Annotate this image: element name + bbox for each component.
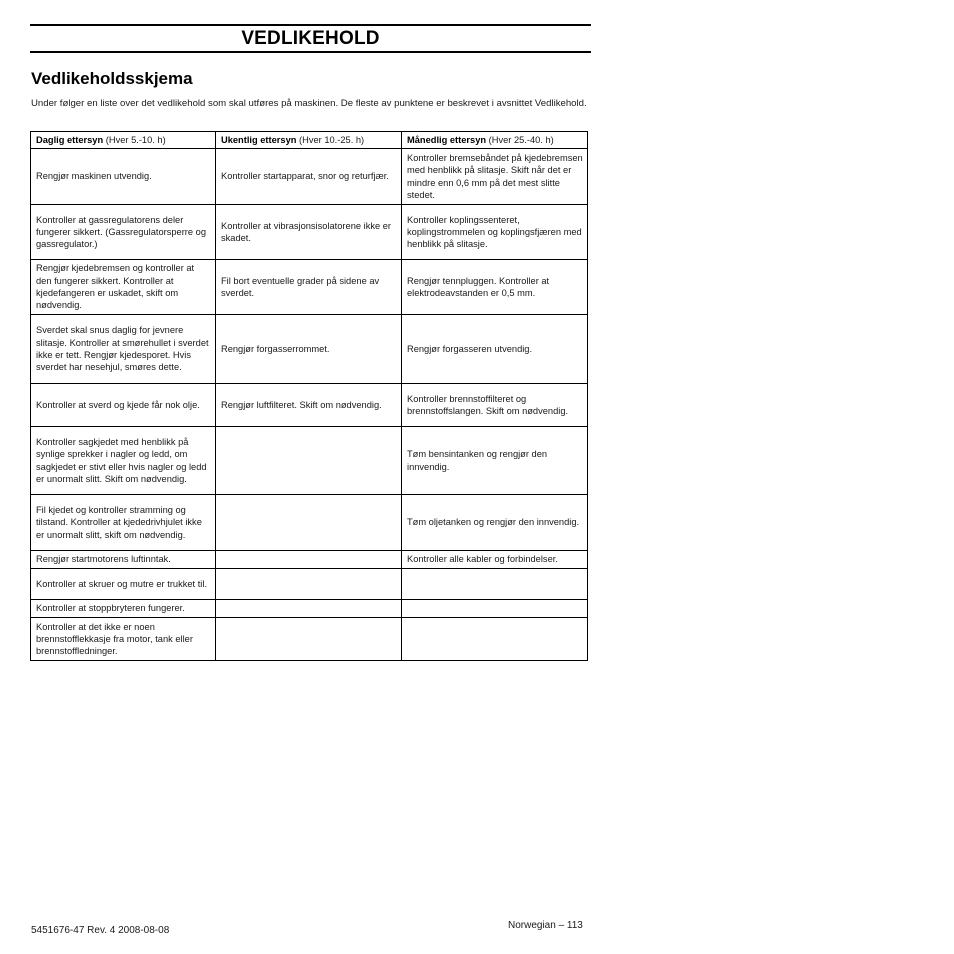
table-row bbox=[31, 427, 588, 495]
table-cell: Kontroller alle kabler og forbindelser. bbox=[402, 551, 588, 569]
table-cell: Kontroller brennstoffilteret og brennstoffslangen. Skift om nødvendig. bbox=[402, 384, 588, 427]
table-cell bbox=[402, 600, 588, 618]
maintenance-schedule-table bbox=[30, 131, 588, 661]
table-cell: Rengjør luftfilteret. Skift om nødvendig. bbox=[216, 384, 402, 427]
table-cell: Kontroller at sverd og kjede får nok olje. bbox=[31, 384, 216, 427]
table-cell bbox=[216, 569, 402, 600]
column-header-daily: Daglig ettersyn (Hver 5.-10. h) bbox=[31, 132, 216, 149]
table-cell bbox=[216, 495, 402, 551]
section-header bbox=[30, 24, 591, 53]
table-row bbox=[31, 551, 588, 569]
section-title: VEDLIKEHOLD bbox=[241, 27, 380, 49]
table-cell: Sverdet skal snus daglig for jevnere slitasje. Kontroller at smørehullet i sverdet ikke er tett. Rengjør kjedesporet. Hvis sverdet har nesehjul, smøres dette. bbox=[31, 315, 216, 384]
table-cell bbox=[402, 618, 588, 661]
page-title: Vedlikeholdsskjema bbox=[31, 69, 193, 88]
table-cell: Kontroller bremsebåndet på kjedebremsen med henblikk på slitasje. Skift når det er mindre enn 0,6 mm på det mest slitte stedet. bbox=[402, 149, 588, 205]
table-cell: Kontroller sagkjedet med henblikk på synlige sprekker i nagler og ledd, om sagkjedet er stivt eller hvis nagler og ledd er unormalt slitt. Skift om nødvendig. bbox=[31, 427, 216, 495]
table-cell: Kontroller startapparat, snor og returfjær. bbox=[216, 149, 402, 205]
table-cell: Kontroller at det ikke er noen brennstofflekkasje fra motor, tank eller brennstoffledninger. bbox=[31, 618, 216, 661]
table-cell bbox=[216, 551, 402, 569]
table-cell bbox=[216, 618, 402, 661]
table-cell: Kontroller at skruer og mutre er trukket til. bbox=[31, 569, 216, 600]
table-cell: Rengjør tennpluggen. Kontroller at elektrodeavstanden er 0,5 mm. bbox=[402, 260, 588, 315]
table-cell: Tøm bensintanken og rengjør den innvendig. bbox=[402, 427, 588, 495]
table-cell bbox=[216, 427, 402, 495]
table-cell: Rengjør kjedebremsen og kontroller at den fungerer sikkert. Kontroller at kjedefangeren er uskadet, skift om nødvendig. bbox=[31, 260, 216, 315]
table-cell: Kontroller at gassregulatorens deler fungerer sikkert. (Gassregulatorsperre og gassregulator.) bbox=[31, 205, 216, 260]
column-header-monthly: Månedlig ettersyn (Hver 25.-40. h) bbox=[402, 132, 588, 149]
table-cell: Rengjør forgasserrommet. bbox=[216, 315, 402, 384]
table-cell: Rengjør startmotorens luftinntak. bbox=[31, 551, 216, 569]
table-row bbox=[31, 569, 588, 600]
table-row bbox=[31, 149, 588, 205]
document-id: 5451676-47 Rev. 4 2008-08-08 bbox=[31, 925, 170, 936]
table-cell bbox=[402, 569, 588, 600]
table-cell: Kontroller koplingssenteret, koplingstrommelen og koplingsfjæren med henblikk på slitasje. bbox=[402, 205, 588, 260]
table-row bbox=[31, 315, 588, 384]
table-cell: Kontroller at stoppbryteren fungerer. bbox=[31, 600, 216, 618]
table-row bbox=[31, 618, 588, 661]
table-cell: Tøm oljetanken og rengjør den innvendig. bbox=[402, 495, 588, 551]
table-cell bbox=[216, 600, 402, 618]
table-row bbox=[31, 260, 588, 315]
table-cell: Kontroller at vibrasjonsisolatorene ikke er skadet. bbox=[216, 205, 402, 260]
table-cell: Fil kjedet og kontroller stramming og tilstand. Kontroller at kjededrivhjulet ikke er unormalt slitt, skift om nødvendig. bbox=[31, 495, 216, 551]
table-cell: Fil bort eventuelle grader på sidene av sverdet. bbox=[216, 260, 402, 315]
page-number: Norwegian – 113 bbox=[508, 920, 583, 931]
table-row bbox=[31, 600, 588, 618]
intro-paragraph: Under følger en liste over det vedlikehold som skal utføres på maskinen. De fleste av punktene er beskrevet i avsnittet Vedlikehold. bbox=[31, 98, 587, 109]
table-row bbox=[31, 205, 588, 260]
table-cell: Rengjør forgasseren utvendig. bbox=[402, 315, 588, 384]
table-header-row bbox=[31, 132, 588, 149]
table-cell: Rengjør maskinen utvendig. bbox=[31, 149, 216, 205]
column-header-weekly: Ukentlig ettersyn (Hver 10.-25. h) bbox=[216, 132, 402, 149]
table-row bbox=[31, 384, 588, 427]
table-row bbox=[31, 495, 588, 551]
